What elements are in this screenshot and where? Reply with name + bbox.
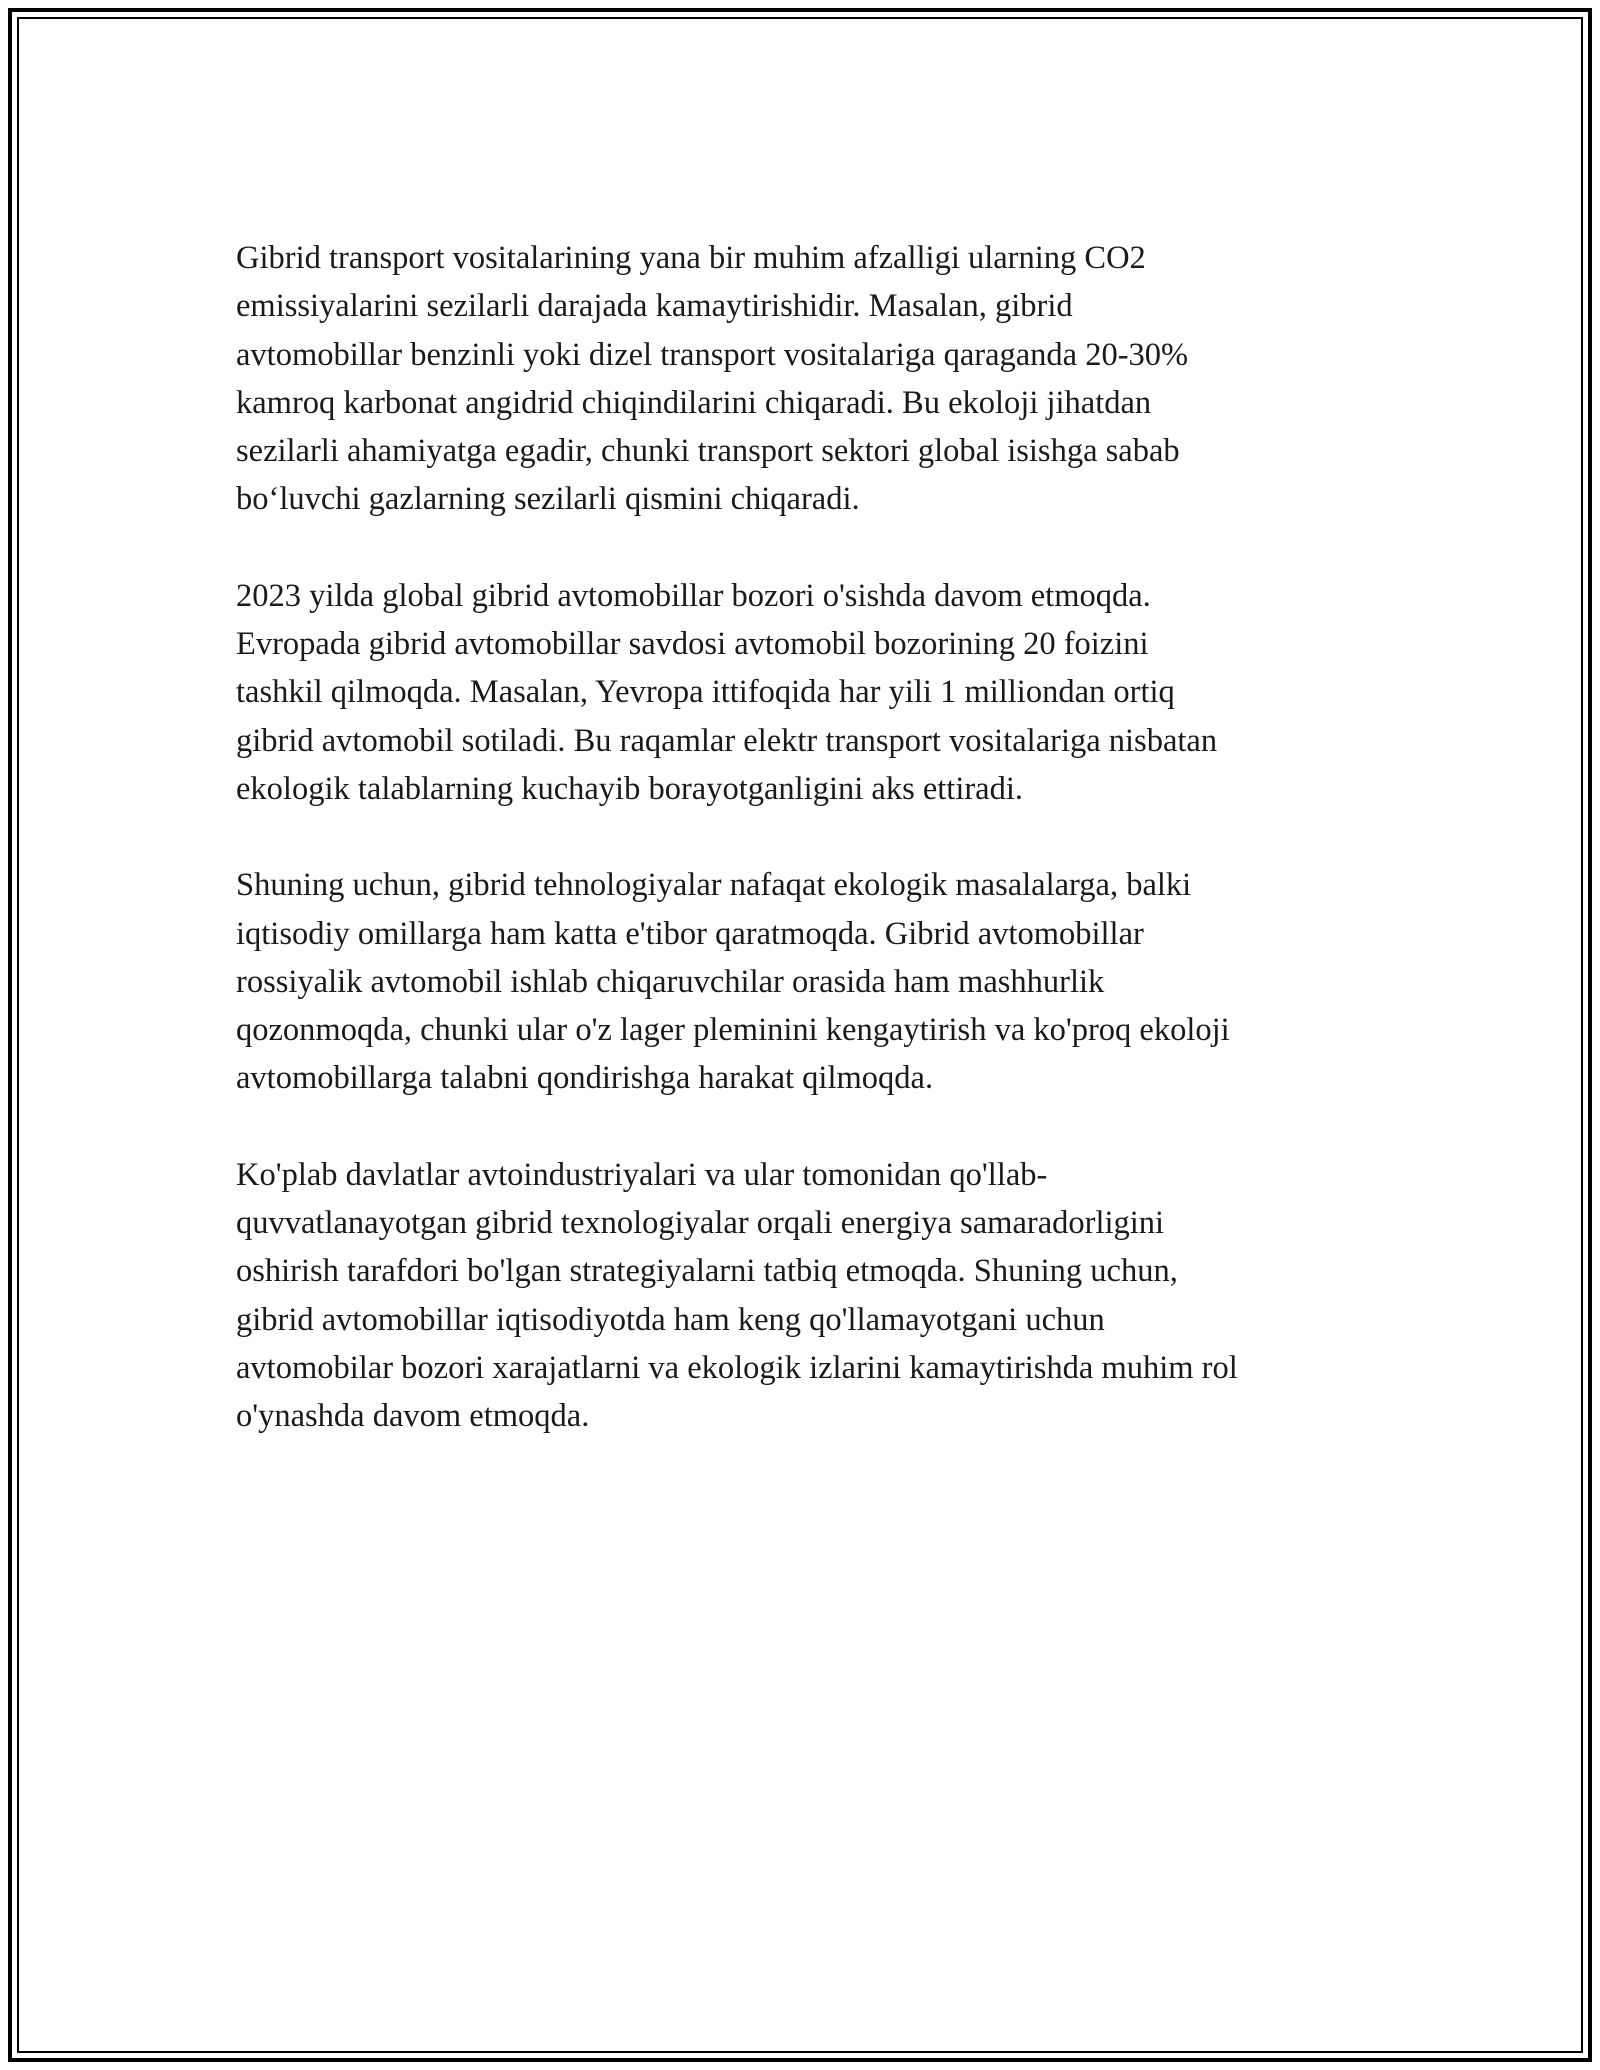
text-line: rossiyalik avtomobil ishlab chiqaruvchilar orasida ham mashhurlik [236, 963, 1105, 1000]
text-line: emissiyalarini sezilarli darajada kamaytirishidir. Masalan, gibrid [236, 288, 1073, 325]
text-line: 2023 yilda global gibrid avtomobillar bozori o'sishda davom etmoqda. [236, 577, 1151, 614]
text-line: Gibrid transport vositalarining yana bir muhim afzalligi ularning CO2 [236, 240, 1146, 276]
text-line: avtomobillarga talabni qondirishga harakat qilmoqda. [236, 1060, 934, 1097]
text-line: sezilarli ahamiyatga egadir, chunki transport sektori global isishga sabab [236, 433, 1180, 470]
text-line: kamroq karbonat angidrid chiqindilarini chiqaradi. Bu ekoloji jihatdan [236, 384, 1152, 421]
text-line: o'ynashda davom etmoqda. [236, 1398, 590, 1435]
text-line: quvvatlanayotgan gibrid texnologiyalar orqali energiya samaradorligini [236, 1205, 1165, 1242]
paragraph-economic-factors [236, 861, 1376, 1102]
text-line: ekologik talablarning kuchayib borayotganligini aks ettiradi. [236, 770, 1024, 807]
text-line: avtomobilar bozori xarajatlarni va ekologik izlarini kamaytirishda muhim rol [236, 1349, 1238, 1386]
text-line: gibrid avtomobil sotiladi. Bu raqamlar elektr transport vositalariga nisbatan [236, 722, 1218, 759]
text-line: Ko'plab davlatlar avtoindustriyalari va ular tomonidan qo'llab- [236, 1156, 1048, 1193]
text-line: oshirish tarafdori bo'lgan strategiyalarni tatbiq etmoqda. Shuning uchun, [236, 1253, 1178, 1290]
document-body [236, 234, 1376, 1489]
text-line: iqtisodiy omillarga ham katta e'tibor qaratmoqda. Gibrid avtomobillar [236, 915, 1144, 952]
text-line: Shuning uchun, gibrid tehnologiyalar nafaqat ekologik masalalarga, balki [236, 867, 1192, 904]
paragraph-co2-emissions [236, 234, 1376, 524]
text-line: avtomobillar benzinli yoki dizel transport vositalariga qaraganda 20-30% [236, 336, 1189, 373]
text-line: tashkil qilmoqda. Masalan, Yevropa ittifoqida har yili 1 milliondan ortiq [236, 674, 1175, 711]
text-line: gibrid avtomobillar iqtisodiyotda ham keng qo'llamayotgani uchun [236, 1301, 1105, 1338]
paragraph-state-strategies [236, 1151, 1376, 1441]
text-line: qozonmoqda, chunki ular o'z lager pleminini kengaytirish va ko'proq ekoloji [236, 1012, 1230, 1049]
text-line: bo‘luvchi gazlarning sezilarli qismini chiqaradi. [236, 481, 860, 518]
paragraph-market-2023 [236, 572, 1376, 813]
text-line: Evropada gibrid avtomobillar savdosi avtomobil bozorining 20 foizini [236, 626, 1149, 663]
